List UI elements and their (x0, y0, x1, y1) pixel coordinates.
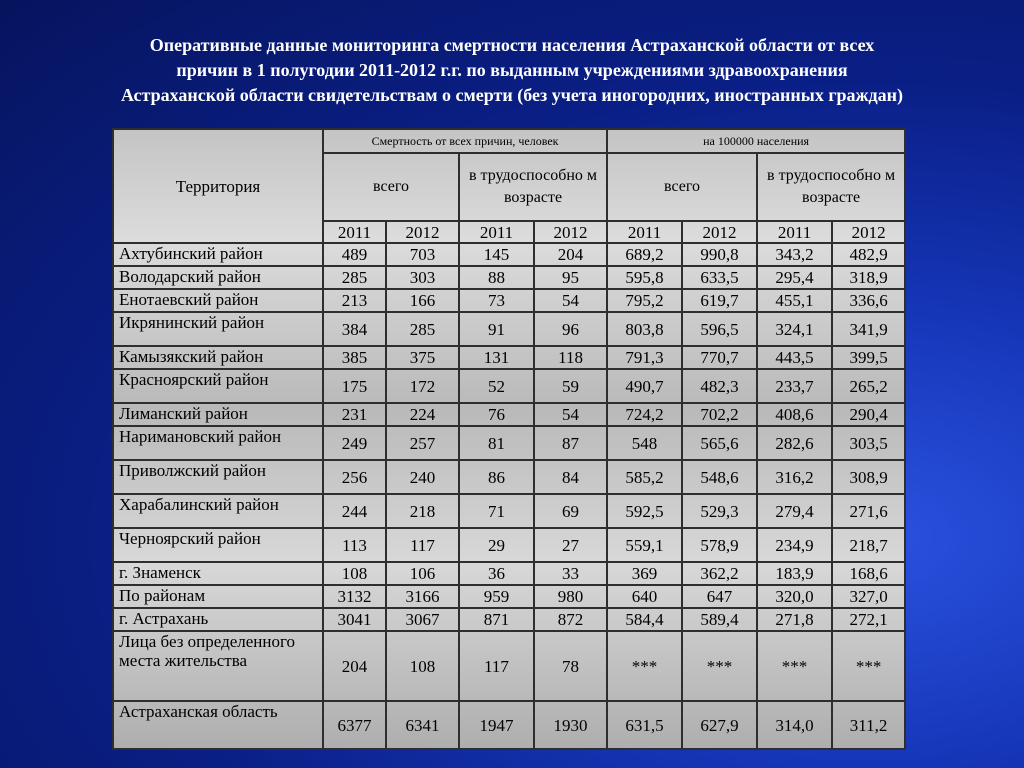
table-row (113, 426, 905, 460)
value-cell: 3166 (386, 585, 459, 608)
value-cell: *** (607, 631, 682, 701)
value-cell: 631,5 (607, 701, 682, 749)
value-cell: 529,3 (682, 494, 757, 528)
value-cell: 362,2 (682, 562, 757, 585)
year-header: 2011 (757, 221, 832, 243)
header-rate-total: всего (607, 153, 757, 221)
value-cell: 336,6 (832, 289, 905, 312)
value-cell: 548,6 (682, 460, 757, 494)
table-row (113, 369, 905, 403)
value-cell: 627,9 (682, 701, 757, 749)
table-row (113, 562, 905, 585)
value-cell: 91 (459, 312, 534, 346)
table-row (113, 312, 905, 346)
value-cell: 95 (534, 266, 607, 289)
value-cell: 183,9 (757, 562, 832, 585)
value-cell: 647 (682, 585, 757, 608)
territory-name-cell: г. Астрахань (113, 608, 323, 631)
value-cell: 3041 (323, 608, 386, 631)
territory-name-cell: Лица без определенного места жительства (113, 631, 323, 701)
value-cell: 175 (323, 369, 386, 403)
value-cell: 218 (386, 494, 459, 528)
value-cell: 1930 (534, 701, 607, 749)
year-header: 2011 (459, 221, 534, 243)
territory-name-cell: По районам (113, 585, 323, 608)
value-cell: 282,6 (757, 426, 832, 460)
slide-title (10, 33, 1014, 108)
value-cell: 234,9 (757, 528, 832, 562)
value-cell: 78 (534, 631, 607, 701)
value-cell: 86 (459, 460, 534, 494)
value-cell: 443,5 (757, 346, 832, 369)
value-cell: 295,4 (757, 266, 832, 289)
value-cell: 559,1 (607, 528, 682, 562)
value-cell: 327,0 (832, 585, 905, 608)
value-cell: 54 (534, 289, 607, 312)
table-row (113, 608, 905, 631)
value-cell: 369 (607, 562, 682, 585)
value-cell: 52 (459, 369, 534, 403)
value-cell: 6341 (386, 701, 459, 749)
value-cell: 311,2 (832, 701, 905, 749)
value-cell: 87 (534, 426, 607, 460)
header-territory: Территория (113, 129, 323, 243)
value-cell: 69 (534, 494, 607, 528)
header-deaths-working-age: в трудоспособно м возрасте (459, 153, 607, 221)
value-cell: 84 (534, 460, 607, 494)
title-line-3: Астраханской области свидетельствам о смерти (без учета иногородних, иностранных граждан) (120, 85, 904, 105)
territory-name-cell: Икрянинский район (113, 312, 323, 346)
table-row (113, 460, 905, 494)
value-cell: 303,5 (832, 426, 905, 460)
value-cell: 285 (323, 266, 386, 289)
value-cell: 117 (386, 528, 459, 562)
value-cell: 318,9 (832, 266, 905, 289)
mortality-table (112, 128, 906, 750)
table-row (113, 289, 905, 312)
value-cell: 320,0 (757, 585, 832, 608)
value-cell: *** (682, 631, 757, 701)
value-cell: 795,2 (607, 289, 682, 312)
value-cell: 959 (459, 585, 534, 608)
value-cell: 204 (323, 631, 386, 701)
value-cell: 490,7 (607, 369, 682, 403)
value-cell: 384 (323, 312, 386, 346)
value-cell: 399,5 (832, 346, 905, 369)
value-cell: 314,0 (757, 701, 832, 749)
territory-name-cell: Енотаевский район (113, 289, 323, 312)
table-row (113, 266, 905, 289)
value-cell: 455,1 (757, 289, 832, 312)
value-cell: 592,5 (607, 494, 682, 528)
value-cell: 271,6 (832, 494, 905, 528)
table-row (113, 528, 905, 562)
value-cell: 213 (323, 289, 386, 312)
value-cell: 3067 (386, 608, 459, 631)
table-row (113, 701, 905, 749)
value-cell: 633,5 (682, 266, 757, 289)
value-cell: 172 (386, 369, 459, 403)
value-cell: 71 (459, 494, 534, 528)
header-per-100000-group: на 100000 населения (607, 129, 905, 153)
value-cell: 73 (459, 289, 534, 312)
value-cell: 290,4 (832, 403, 905, 426)
value-cell: 343,2 (757, 243, 832, 266)
value-cell: 224 (386, 403, 459, 426)
value-cell: 3132 (323, 585, 386, 608)
value-cell: 375 (386, 346, 459, 369)
value-cell: 265,2 (832, 369, 905, 403)
value-cell: 584,4 (607, 608, 682, 631)
territory-name-cell: Лиманский район (113, 403, 323, 426)
territory-name-cell: Черноярский район (113, 528, 323, 562)
value-cell: 29 (459, 528, 534, 562)
value-cell: 131 (459, 346, 534, 369)
value-cell: 1947 (459, 701, 534, 749)
value-cell: 578,9 (682, 528, 757, 562)
value-cell: 272,1 (832, 608, 905, 631)
value-cell: 482,3 (682, 369, 757, 403)
territory-name-cell: Астраханская область (113, 701, 323, 749)
value-cell: 770,7 (682, 346, 757, 369)
value-cell: 585,2 (607, 460, 682, 494)
value-cell: 548 (607, 426, 682, 460)
table-row (113, 243, 905, 266)
territory-name-cell: Ахтубинский район (113, 243, 323, 266)
value-cell: 341,9 (832, 312, 905, 346)
value-cell: 689,2 (607, 243, 682, 266)
table-body (113, 243, 905, 749)
header-rate-working-age: в трудоспособно м возрасте (757, 153, 905, 221)
value-cell: 204 (534, 243, 607, 266)
value-cell: 6377 (323, 701, 386, 749)
value-cell: 106 (386, 562, 459, 585)
value-cell: 703 (386, 243, 459, 266)
territory-name-cell: Камызякский район (113, 346, 323, 369)
value-cell: 596,5 (682, 312, 757, 346)
value-cell: 88 (459, 266, 534, 289)
table-row (113, 403, 905, 426)
value-cell: 619,7 (682, 289, 757, 312)
value-cell: 385 (323, 346, 386, 369)
table-row (113, 631, 905, 701)
value-cell: 231 (323, 403, 386, 426)
value-cell: 316,2 (757, 460, 832, 494)
territory-name-cell: Приволжский район (113, 460, 323, 494)
value-cell: 108 (323, 562, 386, 585)
value-cell: 482,9 (832, 243, 905, 266)
year-header: 2012 (832, 221, 905, 243)
value-cell: 108 (386, 631, 459, 701)
value-cell: 96 (534, 312, 607, 346)
value-cell: 803,8 (607, 312, 682, 346)
title-line-2: причин в 1 полугодии 2011-2012 г.г. по выданным учреждениями здравоохранения (176, 60, 848, 80)
value-cell: 324,1 (757, 312, 832, 346)
value-cell: 256 (323, 460, 386, 494)
value-cell: 249 (323, 426, 386, 460)
table-row (113, 346, 905, 369)
value-cell: 595,8 (607, 266, 682, 289)
value-cell: 408,6 (757, 403, 832, 426)
value-cell: 76 (459, 403, 534, 426)
value-cell: 308,9 (832, 460, 905, 494)
value-cell: 724,2 (607, 403, 682, 426)
value-cell: 117 (459, 631, 534, 701)
value-cell: 871 (459, 608, 534, 631)
value-cell: 218,7 (832, 528, 905, 562)
value-cell: 489 (323, 243, 386, 266)
value-cell: 565,6 (682, 426, 757, 460)
value-cell: 640 (607, 585, 682, 608)
territory-name-cell: Красноярский район (113, 369, 323, 403)
territory-name-cell: Володарский район (113, 266, 323, 289)
territory-name-cell: Наримановский район (113, 426, 323, 460)
territory-name-cell: Харабалинский район (113, 494, 323, 528)
value-cell: 36 (459, 562, 534, 585)
territory-name-cell: г. Знаменск (113, 562, 323, 585)
year-header: 2011 (607, 221, 682, 243)
value-cell: 113 (323, 528, 386, 562)
value-cell: 33 (534, 562, 607, 585)
value-cell: *** (757, 631, 832, 701)
value-cell: 702,2 (682, 403, 757, 426)
value-cell: 980 (534, 585, 607, 608)
value-cell: 166 (386, 289, 459, 312)
value-cell: 791,3 (607, 346, 682, 369)
value-cell: 81 (459, 426, 534, 460)
value-cell: 589,4 (682, 608, 757, 631)
value-cell: 54 (534, 403, 607, 426)
value-cell: 244 (323, 494, 386, 528)
header-deaths-total: всего (323, 153, 459, 221)
year-header: 2012 (386, 221, 459, 243)
value-cell: *** (832, 631, 905, 701)
year-header: 2011 (323, 221, 386, 243)
title-line-1: Оперативные данные мониторинга смертности населения Астраханской области от всех (149, 35, 875, 55)
value-cell: 168,6 (832, 562, 905, 585)
value-cell: 233,7 (757, 369, 832, 403)
table-row (113, 585, 905, 608)
value-cell: 59 (534, 369, 607, 403)
value-cell: 303 (386, 266, 459, 289)
value-cell: 990,8 (682, 243, 757, 266)
value-cell: 118 (534, 346, 607, 369)
table-row (113, 494, 905, 528)
value-cell: 145 (459, 243, 534, 266)
value-cell: 285 (386, 312, 459, 346)
year-header: 2012 (534, 221, 607, 243)
value-cell: 240 (386, 460, 459, 494)
value-cell: 27 (534, 528, 607, 562)
value-cell: 872 (534, 608, 607, 631)
value-cell: 279,4 (757, 494, 832, 528)
value-cell: 257 (386, 426, 459, 460)
header-deaths-total-group: Смертность от всех причин, человек (323, 129, 607, 153)
value-cell: 271,8 (757, 608, 832, 631)
year-header: 2012 (682, 221, 757, 243)
